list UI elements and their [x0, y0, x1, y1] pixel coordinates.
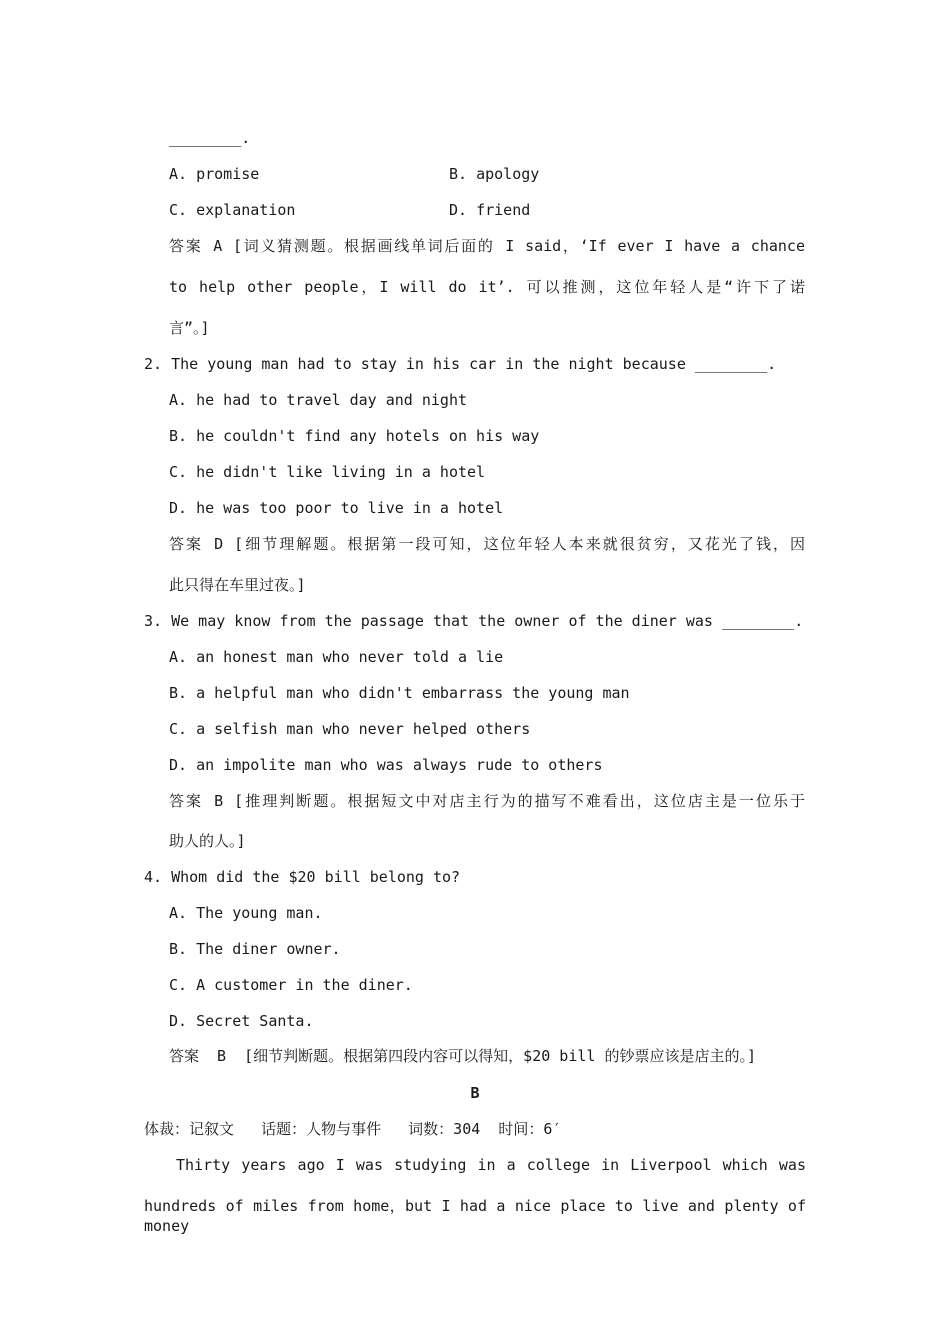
blank-tail: ________. — [169, 129, 251, 147]
q3-answer-line2: 助人的人。] — [169, 832, 246, 850]
q2-answer-line2: 此只得在车里过夜。] — [169, 576, 306, 594]
q4-answer-line1: 答案 B [细节判断题。根据第四段内容可以得知，$20 bill 的钞票应该是店主的。] — [169, 1047, 756, 1065]
q4-option-a: A. The young man. — [169, 904, 323, 922]
q3-option-d: D. an impolite man who was always rude to others — [169, 756, 603, 774]
q2-option-d: D. he was too poor to live in a hotel — [169, 499, 504, 517]
q3-stem: 3. We may know from the passage that the owner of the diner was ________. — [144, 612, 804, 630]
q4-option-b: B. The diner owner. — [169, 940, 341, 958]
q1-option-c: C. explanation — [169, 201, 296, 219]
passage-line1: Thirty years ago I was studying in a college in Liverpool which was — [176, 1156, 806, 1174]
section-heading: B — [470, 1084, 480, 1102]
q4-option-d: D. Secret Santa. — [169, 1012, 314, 1030]
q4-option-c: C. A customer in the diner. — [169, 976, 413, 994]
q1-option-b: B. apology — [449, 165, 540, 183]
q1-option-d: D. friend — [449, 201, 531, 219]
q1-answer-line3: 言”。] — [169, 319, 210, 337]
q3-option-a: A. an honest man who never told a lie — [169, 648, 504, 666]
q3-option-c: C. a selfish man who never helped others — [169, 720, 531, 738]
q2-stem: 2. The young man had to stay in his car in the night because ________. — [144, 355, 777, 373]
q1-answer-line1: 答案 A [词义猜测题。根据画线单词后面的 I said，‘If ever I have a chance — [169, 237, 805, 255]
q2-answer-line1: 答案 D [细节理解题。根据第一段可知，这位年轻人本来就很贫穷，又花光了钱，因 — [169, 535, 805, 553]
genre-line: 体裁：记叙文 话题：人物与事件 词数：304 时间：6′ — [144, 1120, 562, 1138]
q2-option-a: A. he had to travel day and night — [169, 391, 468, 409]
q1-answer-line2: to help other people，I will do it’. 可以推测，这位年轻人是“许下了诺 — [169, 278, 805, 296]
q4-stem: 4. Whom did the $20 bill belong to? — [144, 868, 461, 886]
q3-option-b: B. a helpful man who didn't embarrass the young man — [169, 684, 630, 702]
q2-option-b: B. he couldn't find any hotels on his way — [169, 427, 540, 445]
q2-option-c: C. he didn't like living in a hotel — [169, 463, 486, 481]
q3-answer-line1: 答案 B [推理判断题。根据短文中对店主行为的描写不难看出，这位店主是一位乐于 — [169, 792, 805, 810]
passage-line2: hundreds of miles from home，but I had a nice place to live and plenty of money — [144, 1197, 806, 1235]
q1-option-a: A. promise — [169, 165, 260, 183]
